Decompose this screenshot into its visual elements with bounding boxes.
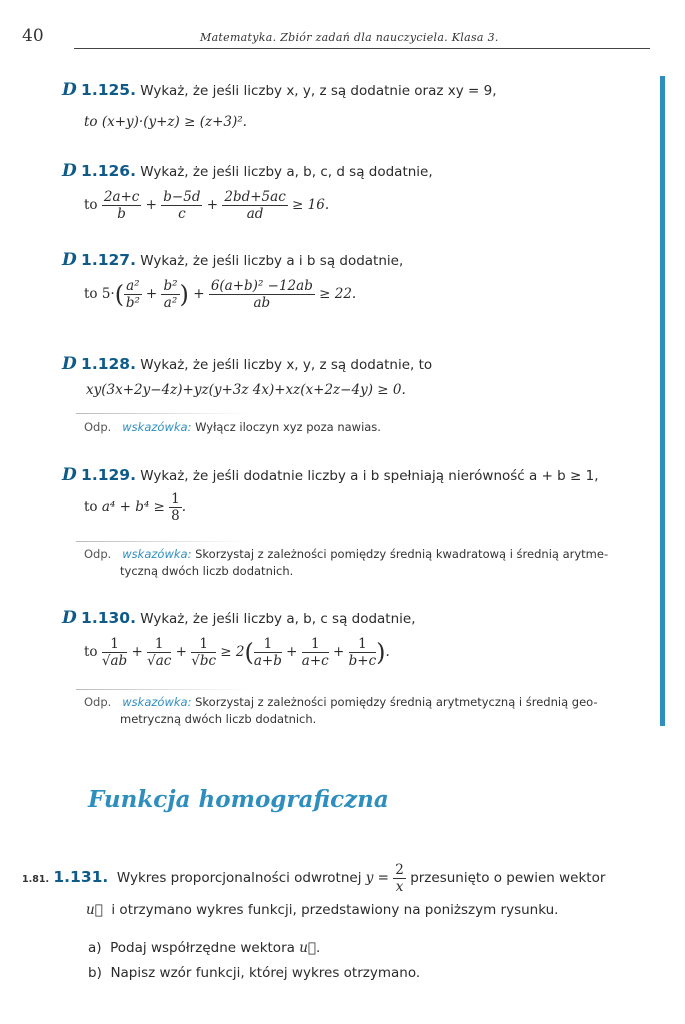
problem-formula: to a⁴ + b⁴ ≥ $\frac{1}{8}$ . bbox=[84, 491, 187, 524]
problem-formula: to (x+y)·(y+z) ≥ (z+3)². bbox=[84, 114, 247, 130]
problem-1-131 bbox=[22, 862, 605, 895]
problem-1-130 bbox=[62, 608, 416, 628]
hint-text: Wyłącz iloczyn xyz poza nawias. bbox=[195, 420, 381, 434]
hint-text: Skorzystaj z zależności pomiędzy średnią arytmetyczną i średnią geo- bbox=[195, 695, 598, 709]
problem-text: Wykaż, że jeśli liczby a, b, c, d są dodatnie, bbox=[140, 164, 433, 180]
problem-text: Wykaż, że jeśli liczby x, y, z są dodatnie oraz xy = 9, bbox=[140, 83, 497, 99]
problem-formula: xy(3x+2y−4z)+yz(y+3z 4x)+xz(x+2z−4y) ≥ 0. bbox=[86, 382, 406, 398]
problem-number: 1.125. bbox=[81, 81, 136, 99]
problem-text: Wykres proporcjonalności odwrotnej bbox=[116, 870, 362, 886]
hint-text-continued: metryczną dwóch liczb dodatnich. bbox=[120, 712, 317, 726]
difficulty-d-icon: D bbox=[62, 608, 77, 628]
hint-text-continued: tyczną dwóch liczb dodatnich. bbox=[120, 564, 294, 578]
hint-text: Skorzystaj z zależności pomiędzy średnią kwadratową i średnią arytme- bbox=[195, 547, 609, 561]
difficulty-d-icon: D bbox=[62, 161, 77, 181]
problem-formula: to 5·( $\frac{\text{a²}}{\text{b²}}$ + $\frac{\text{b²}}{\text{a²}}$ ) + $\frac{\text{6(a+b)² −12ab}}{ab}$ ≥ 22. bbox=[84, 278, 357, 311]
problem-line bbox=[86, 902, 558, 918]
problem-formula: to $\frac{2a+c}{b}$ + $\frac{b-5d}{c}$ + $\frac{2bd+5ac}{ad}$ ≥ 16. bbox=[84, 189, 330, 222]
formula-inline: y = $\frac{2}{x}$ bbox=[365, 862, 404, 895]
subtask-text: Podaj współrzędne wektora bbox=[110, 940, 295, 956]
difficulty-d-icon: D bbox=[62, 354, 77, 374]
vector-u-symbol: u⃗ bbox=[86, 902, 103, 918]
problem-number: 1.127. bbox=[81, 251, 136, 269]
problem-line-text: i otrzymano wykres funkcji, przedstawiony na poniższym rysunku. bbox=[111, 902, 559, 918]
hint-label: wskazówka: bbox=[122, 420, 192, 434]
subtask-text: Napisz wzór funkcji, której wykres otrzymano. bbox=[110, 965, 421, 981]
answer-label: Odp. bbox=[84, 695, 112, 709]
problem-1-125 bbox=[62, 80, 497, 100]
problem-formula: to $\frac{1}{√ab}$ + $\frac{1}{√ac}$ + $\frac{1}{√bc}$ ≥ 2( $\frac{1}{a+b}$ + $\frac{1}{a+c}$ + $\frac{1}{b+c}$ ). bbox=[84, 636, 390, 669]
problem-number: 1.130. bbox=[81, 609, 136, 627]
hint-label: wskazówka: bbox=[122, 695, 192, 709]
subtask-label: a) bbox=[88, 940, 102, 956]
problem-1-128 bbox=[62, 354, 432, 374]
problem-text: Wykaż, że jeśli liczby a, b, c są dodatnie, bbox=[140, 611, 416, 627]
problem-1-126 bbox=[62, 161, 433, 181]
difficulty-d-icon: D bbox=[62, 465, 77, 485]
difficulty-d-icon: D bbox=[62, 250, 77, 270]
answer-hint bbox=[84, 695, 654, 709]
sidebar-bar bbox=[660, 76, 665, 726]
subtask-b bbox=[88, 965, 420, 981]
difficulty-d-icon: D bbox=[62, 80, 77, 100]
cross-reference: 1.81. bbox=[22, 874, 50, 885]
hint-label: wskazówka: bbox=[122, 547, 192, 561]
separator bbox=[76, 541, 251, 542]
answer-label: Odp. bbox=[84, 547, 112, 561]
problem-number: 1.126. bbox=[81, 162, 136, 180]
problem-1-129 bbox=[62, 465, 599, 485]
problem-number: 1.131. bbox=[53, 868, 109, 886]
subtask-label: b) bbox=[88, 965, 102, 981]
section-title: Funkcja homograficzna bbox=[88, 786, 389, 813]
separator bbox=[76, 689, 251, 690]
vector-u-symbol: u⃗ bbox=[299, 940, 316, 956]
problem-1-127 bbox=[62, 250, 403, 270]
answer-label: Odp. bbox=[84, 420, 112, 434]
problem-number: 1.128. bbox=[81, 355, 136, 373]
problem-text: Wykaż, że jeśli liczby x, y, z są dodatnie, to bbox=[140, 357, 433, 373]
answer-hint bbox=[84, 547, 654, 561]
answer-hint bbox=[84, 420, 381, 434]
page-number: 40 bbox=[22, 26, 44, 46]
problem-text-continued: przesunięto o pewien wektor bbox=[410, 870, 606, 886]
problem-text: Wykaż, że jeśli dodatnie liczby a i b spełniają nierówność a + b ≥ 1, bbox=[140, 468, 599, 484]
problem-number: 1.129. bbox=[81, 466, 136, 484]
problem-text: Wykaż, że jeśli liczby a i b są dodatnie, bbox=[140, 253, 404, 269]
header-rule bbox=[74, 48, 650, 49]
subtask-a: a) Podaj współrzędne wektora u⃗. bbox=[88, 940, 321, 956]
separator bbox=[76, 413, 251, 414]
running-title: Matematyka. Zbiór zadań dla nauczyciela. Klasa 3. bbox=[200, 31, 499, 44]
